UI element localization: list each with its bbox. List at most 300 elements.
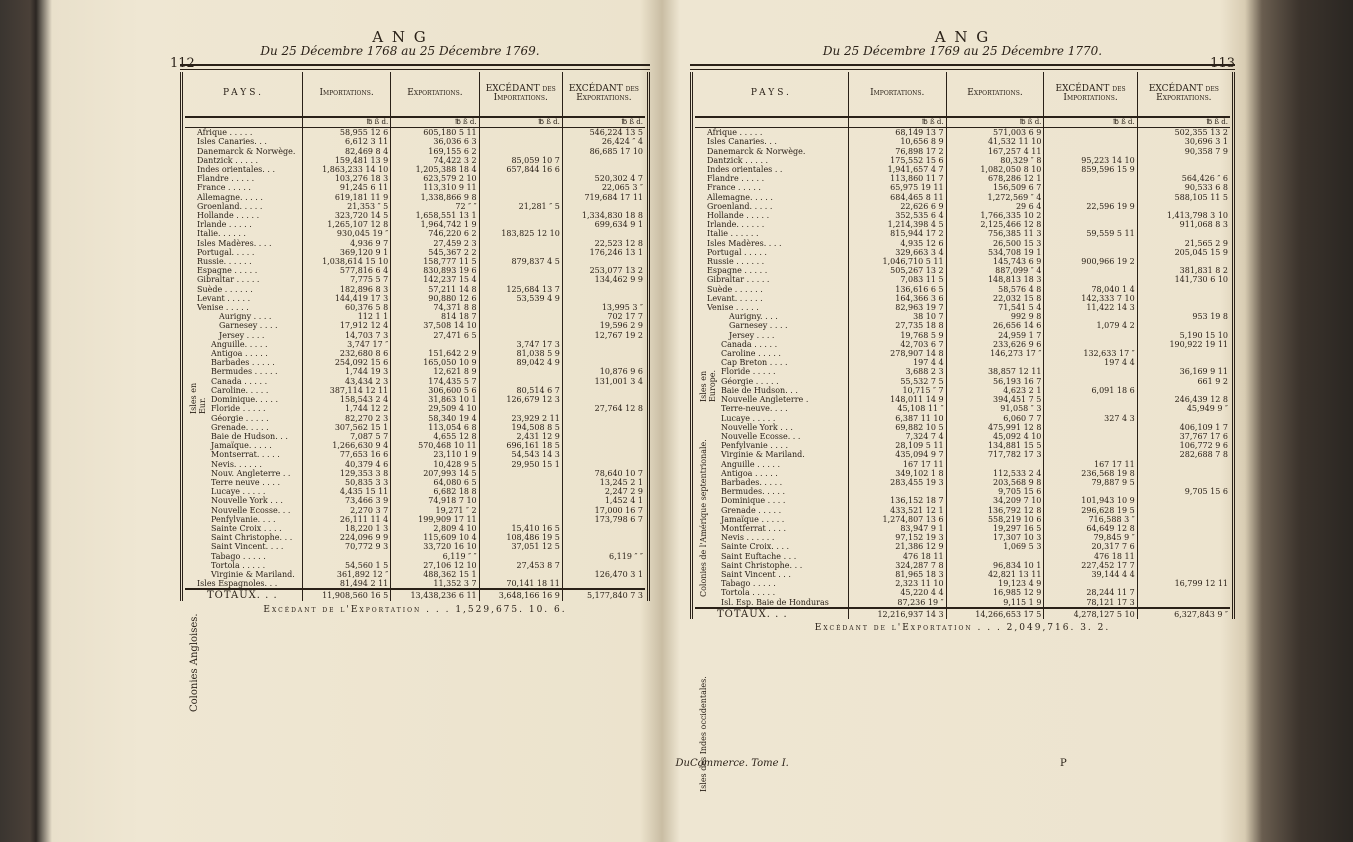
header-pays: PAYS. — [695, 72, 848, 117]
table-row — [695, 174, 1230, 183]
table-row — [695, 377, 1230, 386]
import-surplus: 64,649 12 8 — [1044, 524, 1137, 533]
country-name: Tortola . . . . . — [211, 560, 266, 570]
import-surplus: 6,091 18 6 — [1044, 386, 1137, 395]
country-name: Dantzick . . . . . — [197, 155, 259, 165]
header-excedant-importations: EXCÉDANT des Importations. — [1044, 72, 1137, 117]
country-name: Nouv. Angleterre . . — [211, 468, 291, 478]
country-name: Montserrat. . . . . — [211, 450, 280, 460]
table-row — [695, 515, 1230, 524]
import-value: 27,735 18 8 — [848, 321, 946, 330]
import-surplus — [479, 377, 562, 386]
export-value: 19,271 ″ 2 — [391, 506, 479, 515]
export-value: 22,032 15 8 — [946, 294, 1044, 303]
export-surplus: 86,685 17 10 — [562, 147, 645, 156]
import-surplus — [479, 128, 562, 138]
export-surplus: 190,922 19 11 — [1137, 340, 1230, 349]
export-surplus — [1137, 414, 1230, 423]
country-name: Isles Canaries. . . — [197, 137, 267, 147]
export-surplus: 953 19 8 — [1137, 312, 1230, 321]
table-row — [695, 294, 1230, 303]
export-value: 1,766,335 10 2 — [946, 211, 1044, 220]
export-value: 156,509 6 7 — [946, 183, 1044, 192]
import-surplus: 28,244 11 7 — [1044, 588, 1137, 597]
country-name: Grenade. . . . . — [211, 422, 269, 432]
import-surplus: 879,837 4 5 — [479, 257, 562, 266]
header-excedant-exportations: EXCÉDANT des Exportations. — [1137, 72, 1230, 117]
header-excedant-importations: EXCÉDANT des Importations. — [479, 72, 562, 117]
table-row — [695, 156, 1230, 165]
export-surplus: 699,634 9 1 — [562, 220, 645, 229]
country-name: Irlande. . . . . . — [707, 220, 765, 230]
import-surplus — [479, 478, 562, 487]
import-value: 505,267 13 2 — [848, 266, 946, 275]
export-surplus — [562, 358, 645, 367]
export-surplus — [562, 524, 645, 533]
country-name: Portugal . . . . . — [707, 247, 767, 257]
country-name: Espagne . . . . . — [197, 266, 258, 276]
country-name: Hollande . . . . . — [707, 211, 770, 221]
right-signature-mark: P — [1060, 758, 1067, 769]
export-value: 148,813 18 3 — [946, 275, 1044, 284]
country-name: Afrique . . . . . — [197, 128, 253, 138]
export-value: 64,080 6 5 — [391, 478, 479, 487]
import-value: 352,535 6 4 — [848, 211, 946, 220]
export-surplus: 13,245 2 1 — [562, 478, 645, 487]
import-surplus — [1044, 487, 1137, 496]
import-surplus — [479, 275, 562, 284]
table-row — [695, 220, 1230, 229]
import-surplus — [479, 570, 562, 579]
export-surplus: 173,798 6 7 — [562, 515, 645, 524]
export-surplus — [1137, 542, 1230, 551]
table-row — [695, 147, 1230, 156]
total-value: 13,438,236 6 11 — [391, 589, 479, 600]
import-surplus — [479, 506, 562, 515]
export-value: 1,069 5 3 — [946, 542, 1044, 551]
table-row — [185, 174, 645, 183]
export-surplus: 10,876 9 6 — [562, 367, 645, 376]
table-row — [695, 331, 1230, 340]
units-cell: ℔ ß d. — [562, 117, 645, 128]
export-surplus: 176,246 13 1 — [562, 248, 645, 257]
export-value: 545,367 2 2 — [391, 248, 479, 257]
import-surplus — [479, 487, 562, 496]
import-value: 4,435 15 11 — [302, 487, 390, 496]
export-surplus: 1,413,798 3 10 — [1137, 211, 1230, 220]
import-value: 7,083 11 5 — [848, 275, 946, 284]
import-surplus — [479, 220, 562, 229]
country-name: Groenland. . . . . — [197, 201, 263, 211]
export-value: 27,459 2 3 — [391, 239, 479, 248]
import-value: 38 10 7 — [848, 312, 946, 321]
country-name: Nevis. . . . . . — [211, 459, 262, 469]
import-value: 70,772 9 3 — [302, 542, 390, 551]
table-row — [185, 423, 645, 432]
export-surplus — [1137, 533, 1230, 542]
left-header-row — [185, 72, 645, 117]
table-row — [695, 423, 1230, 432]
import-surplus — [1044, 367, 1137, 376]
import-surplus: 20,317 7 6 — [1044, 542, 1137, 551]
table-row — [695, 579, 1230, 588]
export-value: 571,003 6 9 — [946, 128, 1044, 138]
export-value: 207,993 14 5 — [391, 469, 479, 478]
export-surplus: 12,767 19 2 — [562, 331, 645, 340]
export-value: 756,385 11 3 — [946, 229, 1044, 238]
totals-label: TOTAUX. . . — [695, 608, 848, 619]
table-row — [185, 414, 645, 423]
export-value: 830,893 19 6 — [391, 266, 479, 275]
import-surplus — [479, 248, 562, 257]
total-value: 5,177,840 7 3 — [562, 589, 645, 600]
country-name: Penfylvanie . . . . — [721, 441, 789, 451]
table-row — [695, 266, 1230, 275]
country-name: Isles Canaries. . . — [707, 137, 777, 147]
table-row — [695, 460, 1230, 469]
import-surplus: 95,223 14 10 — [1044, 156, 1137, 165]
export-value: 36,036 6 3 — [391, 137, 479, 146]
units-cell: ℔ ß d. — [302, 117, 390, 128]
import-surplus: 132,633 17 ″ — [1044, 349, 1137, 358]
export-surplus: 22,065 3 ″ — [562, 183, 645, 192]
import-value — [848, 487, 946, 496]
import-surplus — [1044, 275, 1137, 284]
export-value: 233,626 9 6 — [946, 340, 1044, 349]
country-name: Saint Christophe. . . — [211, 533, 293, 543]
table-row — [185, 248, 645, 257]
export-value: 678,286 12 1 — [946, 174, 1044, 183]
import-value: 73,466 3 9 — [302, 496, 390, 505]
country-name: Terre neuve . . . . — [211, 477, 281, 487]
export-surplus — [562, 285, 645, 294]
import-surplus — [1044, 193, 1137, 202]
export-value: 26,656 14 6 — [946, 321, 1044, 330]
units-cell: ℔ ß d. — [946, 117, 1044, 128]
country-name: Italie. . . . . . — [197, 229, 246, 239]
table-row — [695, 275, 1230, 284]
import-surplus: 126,679 12 3 — [479, 395, 562, 404]
table-row — [185, 275, 645, 284]
import-value: 87,236 19 ″ — [848, 598, 946, 608]
export-surplus: 5,190 15 10 — [1137, 331, 1230, 340]
import-value: 69,882 10 5 — [848, 423, 946, 432]
right-catchword: Commerce. Tome I. — [690, 758, 789, 769]
export-value: 112,533 2 4 — [946, 469, 1044, 478]
import-surplus — [1044, 432, 1137, 441]
table-row — [185, 542, 645, 551]
import-value: 144,419 17 3 — [302, 294, 390, 303]
export-value: 2,125,466 12 8 — [946, 220, 1044, 229]
country-name: Tabago . . . . . — [721, 579, 776, 589]
import-value: 65,975 19 11 — [848, 183, 946, 192]
import-surplus — [479, 174, 562, 183]
export-value: 717,782 17 3 — [946, 450, 1044, 459]
left-footer: Excédant de l'Exportation . . . 1,529,675. 10. 6. — [263, 604, 567, 615]
export-value: 17,307 10 3 — [946, 533, 1044, 542]
import-value: 4,936 9 7 — [302, 239, 390, 248]
export-value: 134,881 15 5 — [946, 441, 1044, 450]
table-row — [185, 312, 645, 321]
import-value: 45,220 4 4 — [848, 588, 946, 597]
import-value: 7,324 7 4 — [848, 432, 946, 441]
import-value: 224,096 9 9 — [302, 533, 390, 542]
export-surplus: 406,109 1 7 — [1137, 423, 1230, 432]
import-surplus — [479, 137, 562, 146]
country-name: Géorgie . . . . . — [211, 413, 269, 423]
table-row — [185, 395, 645, 404]
import-surplus: 183,825 12 10 — [479, 229, 562, 238]
import-surplus: 167 17 11 — [1044, 460, 1137, 469]
totals-label: TOTAUX. . . — [185, 589, 302, 600]
import-value: 329,663 3 4 — [848, 248, 946, 257]
country-name: Isles Madères. . . . — [707, 238, 782, 248]
import-surplus — [479, 312, 562, 321]
table-row — [185, 460, 645, 469]
import-value: 10,715 ″ 7 — [848, 386, 946, 395]
export-surplus: 22,523 12 8 — [562, 239, 645, 248]
import-surplus — [1044, 441, 1137, 450]
import-value: 283,455 19 3 — [848, 478, 946, 487]
export-value: 41,532 11 10 — [946, 137, 1044, 146]
total-value: 12,216,937 14 3 — [848, 608, 946, 619]
table-row — [695, 524, 1230, 533]
country-name: Penfylvanie. . . . — [211, 514, 276, 524]
import-value: 4,935 12 6 — [848, 239, 946, 248]
export-surplus — [562, 294, 645, 303]
table-row — [695, 321, 1230, 330]
table-row — [695, 450, 1230, 459]
import-surplus — [479, 404, 562, 413]
import-surplus — [479, 239, 562, 248]
import-value: 22,626 6 9 — [848, 202, 946, 211]
table-row — [185, 340, 645, 349]
table-row — [185, 303, 645, 312]
units-blank — [695, 117, 848, 128]
import-surplus — [479, 331, 562, 340]
export-surplus: 381,831 8 2 — [1137, 266, 1230, 275]
export-value — [946, 552, 1044, 561]
import-surplus — [1044, 248, 1137, 257]
header-pays: PAYS. — [185, 72, 302, 117]
export-surplus — [1137, 285, 1230, 294]
export-value: 11,352 3 7 — [391, 579, 479, 589]
export-value: 45,092 4 10 — [946, 432, 1044, 441]
export-value: 174,435 5 7 — [391, 377, 479, 386]
country-name: Suède . . . . . . — [197, 284, 253, 294]
import-value: 577,816 6 4 — [302, 266, 390, 275]
export-value: 142,237 15 4 — [391, 275, 479, 284]
table-row — [695, 561, 1230, 570]
import-surplus — [1044, 377, 1137, 386]
country-name: Isles Espagnoles. . . — [197, 579, 278, 589]
export-value: 74,918 7 10 — [391, 496, 479, 505]
country-name: Anguille . . . . . — [721, 459, 781, 469]
import-value: 361,892 12 ″ — [302, 570, 390, 579]
table-row — [185, 285, 645, 294]
import-surplus: 21,281 ″ 5 — [479, 202, 562, 211]
import-value: 91,245 6 11 — [302, 183, 390, 192]
import-surplus — [1044, 137, 1137, 146]
import-surplus: 37,051 12 5 — [479, 542, 562, 551]
import-value: 60,376 5 8 — [302, 303, 390, 312]
export-surplus — [562, 229, 645, 238]
totals-row — [185, 589, 645, 600]
total-value: 11,908,560 16 5 — [302, 589, 390, 600]
export-value: 136,792 12 8 — [946, 506, 1044, 515]
table-row — [695, 349, 1230, 358]
import-value: 136,152 18 7 — [848, 496, 946, 505]
export-value: 151,642 2 9 — [391, 349, 479, 358]
import-surplus — [479, 496, 562, 505]
right-group-label-amerique: Colonies de l'Amérique septentrionale. — [699, 439, 708, 597]
country-name: Dominique. . . . . — [211, 395, 278, 405]
table-row — [695, 552, 1230, 561]
export-surplus: 131,001 3 4 — [562, 377, 645, 386]
country-name: Afrique . . . . . — [707, 128, 763, 138]
import-surplus: 89,042 4 9 — [479, 358, 562, 367]
country-name: Saint Vincent . . . — [721, 569, 791, 579]
country-name: Venise . . . . . — [197, 303, 249, 313]
table-row — [185, 220, 645, 229]
export-surplus — [1137, 478, 1230, 487]
export-surplus: 661 9 2 — [1137, 377, 1230, 386]
table-row — [185, 570, 645, 579]
import-value: 82,270 2 3 — [302, 414, 390, 423]
country-name: Grenade . . . . . — [721, 505, 782, 515]
table-row — [185, 561, 645, 570]
export-value: 113,310 9 11 — [391, 183, 479, 192]
export-surplus — [562, 441, 645, 450]
table-row — [695, 193, 1230, 202]
import-surplus: 236,568 19 8 — [1044, 469, 1137, 478]
export-value: 37,508 14 10 — [391, 321, 479, 330]
country-name: Nouvelle Angleterre . — [721, 395, 809, 405]
table-row — [185, 128, 645, 138]
country-name: Baie de Hudson. . . — [211, 431, 288, 441]
export-surplus — [562, 533, 645, 542]
export-value: 80,329 ″ 8 — [946, 156, 1044, 165]
export-surplus — [1137, 506, 1230, 515]
country-name: Baie de Hudson. . . — [721, 385, 798, 395]
country-name: Flandre . . . . . — [197, 174, 255, 184]
table-row — [185, 358, 645, 367]
export-value: 394,451 7 5 — [946, 395, 1044, 404]
import-value: 103,276 18 3 — [302, 174, 390, 183]
import-value: 82,963 19 7 — [848, 303, 946, 312]
table-row — [185, 432, 645, 441]
export-surplus — [562, 542, 645, 551]
import-surplus — [1044, 312, 1137, 321]
import-value: 148,011 14 9 — [848, 395, 946, 404]
export-value: 16,985 12 9 — [946, 588, 1044, 597]
country-name: Nouvelle Ecosse. . . — [721, 431, 801, 441]
import-surplus — [479, 469, 562, 478]
export-value: 145,743 6 9 — [946, 257, 1044, 266]
export-value: 74,371 8 8 — [391, 303, 479, 312]
export-surplus: 564,426 ″ 6 — [1137, 174, 1230, 183]
header-importations: Importations. — [848, 72, 946, 117]
country-name: Russie. . . . . . — [197, 257, 252, 267]
export-surplus: 126,470 3 1 — [562, 570, 645, 579]
export-surplus — [562, 386, 645, 395]
export-value: 58,340 19 4 — [391, 414, 479, 423]
import-surplus — [1044, 266, 1137, 275]
export-surplus — [1137, 321, 1230, 330]
country-name: Antigoa . . . . . — [721, 468, 778, 478]
import-value: 175,552 15 6 — [848, 156, 946, 165]
export-surplus: 246,439 12 8 — [1137, 395, 1230, 404]
import-surplus: 54,543 14 3 — [479, 450, 562, 459]
export-surplus: 588,105 11 5 — [1137, 193, 1230, 202]
export-surplus: 45,949 9 ″ — [1137, 404, 1230, 413]
export-value: 1,082,050 8 10 — [946, 165, 1044, 174]
left-page — [150, 28, 690, 769]
table-row — [185, 349, 645, 358]
left-top-rule — [180, 64, 650, 70]
import-value: 182,896 8 3 — [302, 285, 390, 294]
country-name: Canada . . . . . — [211, 376, 268, 386]
import-value: 2,270 3 7 — [302, 506, 390, 515]
export-surplus: 37,767 17 6 — [1137, 432, 1230, 441]
export-surplus: 702 17 7 — [562, 312, 645, 321]
table-row — [695, 506, 1230, 515]
header-exportations: Exportations. — [946, 72, 1044, 117]
export-surplus: 6,119 ″ ″ — [562, 552, 645, 561]
import-surplus — [1044, 183, 1137, 192]
export-value: 158,777 11 5 — [391, 257, 479, 266]
export-value: 1,338,866 9 8 — [391, 193, 479, 202]
table-row — [185, 193, 645, 202]
import-surplus — [479, 266, 562, 275]
export-value: 31,863 10 1 — [391, 395, 479, 404]
export-value: 146,273 17 ″ — [946, 349, 1044, 358]
country-name: Sainte Croix . . . . — [211, 523, 282, 533]
header-excedant-exportations: EXCÉDANT des Exportations. — [562, 72, 645, 117]
export-surplus — [1137, 570, 1230, 579]
import-value: 129,353 3 8 — [302, 469, 390, 478]
import-surplus: 108,486 19 5 — [479, 533, 562, 542]
import-value: 82,469 8 4 — [302, 147, 390, 156]
country-name: Sainte Croix. . . . — [721, 542, 790, 552]
table-row — [185, 229, 645, 238]
import-value: 307,562 15 1 — [302, 423, 390, 432]
import-surplus: 53,539 4 9 — [479, 294, 562, 303]
export-surplus — [562, 349, 645, 358]
table-row — [695, 312, 1230, 321]
country-name: Nevis . . . . . . — [721, 533, 775, 543]
right-page — [690, 28, 1235, 792]
import-surplus: 79,887 9 5 — [1044, 478, 1137, 487]
table-row — [185, 377, 645, 386]
export-surplus: 27,764 12 8 — [562, 404, 645, 413]
export-value: 9,115 1 9 — [946, 598, 1044, 608]
export-value — [946, 358, 1044, 367]
import-value: 10,656 8 9 — [848, 137, 946, 146]
table-row — [695, 588, 1230, 597]
export-value: 4,655 12 8 — [391, 432, 479, 441]
export-surplus: 2,247 2 9 — [562, 487, 645, 496]
table-row — [185, 386, 645, 395]
import-surplus — [1044, 220, 1137, 229]
import-value: 54,560 1 5 — [302, 561, 390, 570]
import-value — [302, 552, 390, 561]
import-value: 1,744 19 3 — [302, 367, 390, 376]
units-row — [695, 117, 1230, 128]
country-name: Nouvelle York . . . — [721, 422, 793, 432]
export-value: 23,110 1 9 — [391, 450, 479, 459]
export-surplus — [562, 202, 645, 211]
